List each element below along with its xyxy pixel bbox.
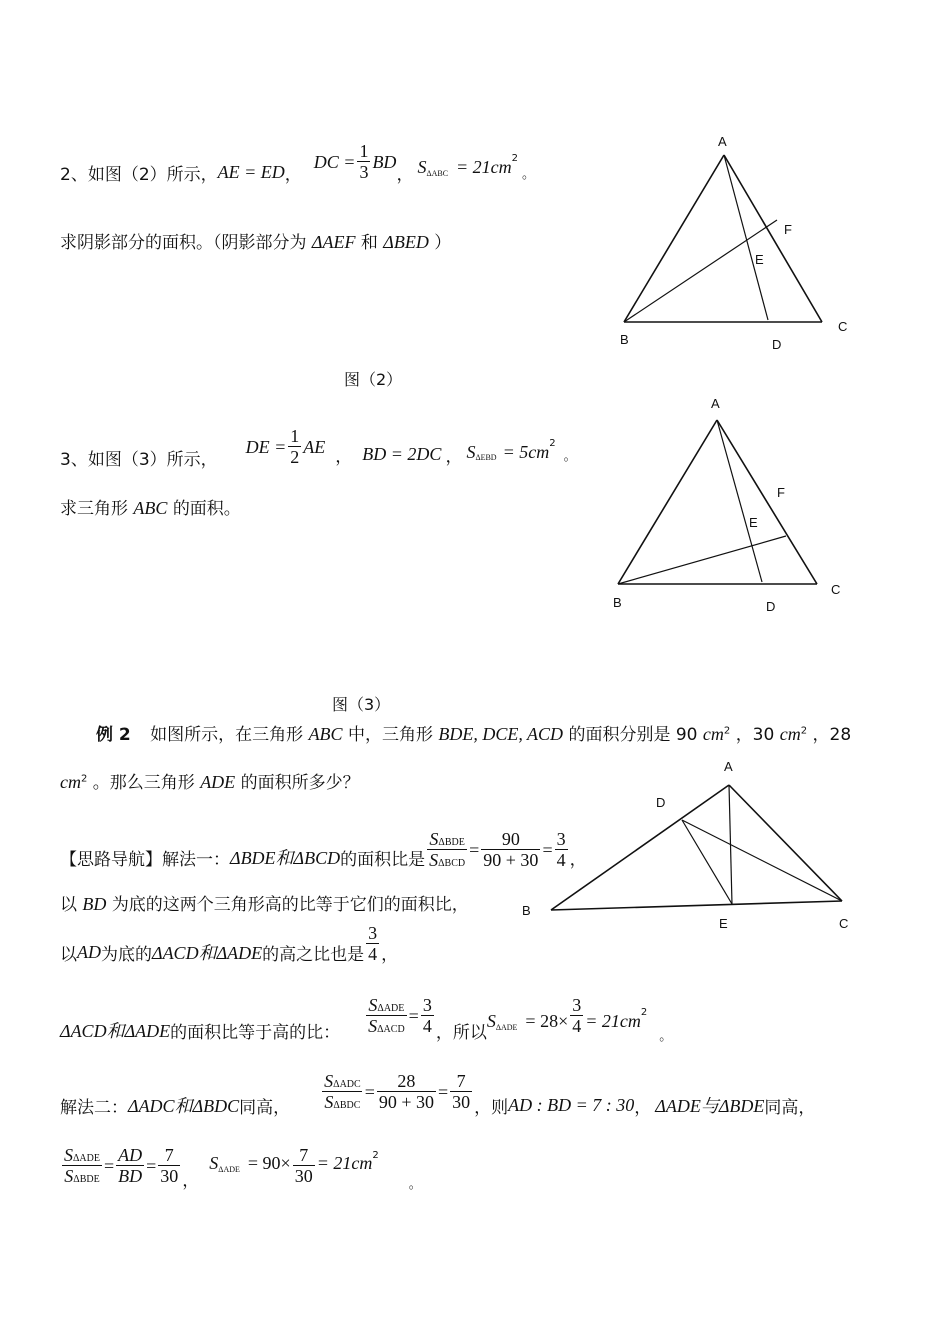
solution-title: 【思路导航】解法一：: [60, 849, 230, 870]
solution-f4-frac: [570, 996, 583, 1036]
solution-f2: [366, 924, 379, 964]
problem3-question-a: 求三角形: [60, 499, 128, 519]
example2-cm2: cm: [779, 724, 801, 744]
fig2-segment-bf: [624, 220, 777, 322]
fig3-label-a: A: [711, 396, 720, 411]
example2-line2-c: 的面积所多少？: [240, 773, 360, 793]
fig2-segment-ad: [724, 155, 768, 320]
fig2-side-ab: [624, 155, 724, 322]
fraction-denominator: 4: [572, 1016, 582, 1036]
solution-f4-a: = 28×: [525, 1010, 569, 1031]
fraction-numerator: 3: [422, 995, 432, 1016]
solution-f3-right: [421, 996, 434, 1036]
solution-f6-right: [158, 1146, 180, 1186]
solution-s1: ΔBDE和ΔBCD: [230, 848, 341, 868]
example2-text-c: 的面积分别是 90: [568, 725, 698, 745]
example2-triangles: BDE, DCE, ACD: [438, 724, 564, 744]
solution-f4-sub: ΔADE: [495, 1022, 518, 1032]
solution-f5-mid: [377, 1072, 436, 1112]
fig3-side-ab: [618, 420, 717, 584]
fig3-label-e: E: [749, 515, 758, 530]
example2-v30: ，30: [735, 725, 775, 745]
fraction-denominator: BD: [118, 1166, 143, 1186]
equals: =: [438, 1081, 449, 1102]
s-subscript: ΔBDC: [333, 1100, 361, 1111]
problem2-and: 和: [360, 233, 378, 253]
fig3-label-c: C: [831, 582, 841, 597]
fig2-label-b: B: [620, 332, 629, 347]
fraction-denominator: 4: [422, 1016, 432, 1036]
equals: =: [408, 1005, 419, 1026]
solution-s4: ΔADC和ΔBDC: [128, 1096, 240, 1116]
solution-f4-exp: 2: [640, 1006, 648, 1018]
solution-m2-title: 解法二：: [60, 1097, 128, 1118]
comma: ，: [569, 849, 587, 870]
fig4-segment-ae: [729, 785, 732, 904]
fig3-side-ac: [717, 420, 817, 584]
example2-exp1: 2: [723, 725, 731, 737]
problem2-area-exp: 2: [511, 152, 519, 164]
fraction-numerator: 7: [164, 1145, 174, 1166]
fig4-label-c: C: [839, 916, 849, 931]
problem2-line2: [60, 228, 451, 253]
problem2-shaded-tri2: ΔBED: [383, 232, 429, 252]
problem3-de-fraction: [288, 427, 301, 467]
solution-s5: ΔADE与ΔBDE: [655, 1096, 765, 1116]
fig4-segment-de: [682, 820, 732, 904]
fraction-numerator: AD: [118, 1145, 143, 1166]
solution-f3-left: [366, 996, 407, 1036]
problem2-question: 求阴影部分的面积。（阴影部分为: [60, 233, 307, 253]
solution-line4: [60, 986, 672, 1046]
problem3-de-lhs: DE =: [245, 436, 287, 457]
s-subscript: ΔBDE: [438, 837, 465, 849]
fraction-denominator: 2: [290, 447, 300, 467]
solution-f1-left: [427, 830, 467, 870]
fraction-denominator: 90 + 30: [378, 1092, 434, 1112]
fig4-label-b: B: [522, 903, 531, 918]
s-subscript: ΔADC: [333, 1079, 361, 1091]
figure-2-caption: 图（2）: [344, 370, 403, 389]
fig3-segment-ad: [717, 420, 762, 582]
solution-f1-mid: [481, 830, 540, 870]
solution-f5-right: [450, 1072, 472, 1112]
solution-same-height2: 同高，: [764, 1097, 816, 1118]
fig2-label-d: D: [772, 337, 782, 352]
problem3-bd-eq: BD = 2DC: [362, 443, 442, 464]
example2-cm1: cm: [702, 724, 724, 744]
example2-text-a: 如图所示，在三角形: [150, 725, 304, 745]
solution-f6-left: [62, 1146, 102, 1186]
s-letter: S: [429, 850, 439, 870]
s-subscript: ΔACD: [377, 1024, 405, 1035]
fraction-denominator: 30: [160, 1166, 179, 1186]
solution-f7-b: = 21cm: [316, 1152, 373, 1173]
fraction-denominator: 30: [294, 1166, 313, 1186]
figure-3-caption: 图（3）: [332, 695, 391, 714]
fig2-label-f: F: [784, 222, 792, 237]
solution-f7-s: S: [209, 1152, 219, 1173]
equals: =: [469, 839, 480, 860]
fraction-numerator: 90: [501, 829, 520, 850]
solution-line1: [60, 812, 587, 902]
fraction-denominator: 3: [359, 162, 369, 182]
fig4-segment-dc: [682, 820, 842, 901]
solution-f7-sub: ΔADE: [218, 1164, 240, 1174]
period: 。: [408, 1176, 422, 1192]
solution-s2: ΔACD和ΔADE: [152, 943, 263, 963]
solution-ad-b: 为底的: [101, 944, 152, 965]
problem3-period: 。: [563, 448, 577, 464]
solution-ad-a: 以: [60, 944, 77, 965]
problem3-line1: [60, 422, 577, 486]
problem3-de-rhs: AE: [303, 436, 326, 457]
solution-ad: AD: [77, 941, 101, 962]
solution-ratio: AD : BD = 7 : 30: [508, 1094, 635, 1115]
solution-line6: [60, 1136, 422, 1196]
solution-s1-text: 的面积比是: [340, 849, 426, 870]
example2-exp3: 2: [81, 773, 88, 785]
problem3-comma2: ，: [445, 446, 463, 467]
problem3-area-value: = 5cm: [502, 441, 550, 462]
fraction-numerator: 7: [456, 1071, 466, 1092]
solution-bd: BD: [82, 894, 107, 914]
solution-line2: [60, 890, 469, 915]
equals: =: [542, 839, 553, 860]
fraction-numerator: 1: [290, 426, 300, 447]
fraction-numerator: SΔADC: [324, 1071, 361, 1092]
fig3-label-f: F: [777, 485, 785, 500]
s-subscript: ΔADE: [73, 1153, 100, 1165]
problem2-eq-ae: AE = ED: [217, 161, 285, 182]
problem2-comma: ，: [284, 164, 302, 185]
solution-then: ，则: [474, 1097, 509, 1118]
solution-ratio-text: 的面积比等于高的比：: [170, 1022, 341, 1043]
problem2-prefix: 2、如图（2）所示，: [60, 164, 218, 185]
example2-cm3: cm: [60, 772, 81, 792]
problem2-close: ）: [434, 233, 452, 253]
solution-ad-c: 的高之比也是: [262, 944, 365, 965]
problem2-period: 。: [522, 166, 536, 182]
solution-f4-b: = 21cm: [585, 1010, 641, 1031]
fraction-numerator: 7: [299, 1145, 309, 1166]
fraction-numerator: 28: [397, 1071, 416, 1092]
fraction-numerator: 3: [556, 829, 566, 850]
fig4-label-a: A: [724, 759, 733, 774]
fig4-label-e: E: [719, 916, 728, 931]
fig4-side-bc: [551, 901, 842, 910]
fraction-numerator: 3: [572, 995, 582, 1016]
fig4-side-ac: [729, 785, 842, 901]
equals: =: [146, 1155, 157, 1176]
fig2-label-a: A: [718, 134, 727, 149]
problem2-area-s: S: [417, 156, 427, 177]
problem2-dc-rhs: BD: [372, 151, 397, 172]
solution-s3: ΔACD和ΔADE: [60, 1021, 171, 1041]
problem2-dc-lhs: DC =: [313, 151, 356, 172]
solution-f6-mid: [116, 1146, 144, 1186]
fraction-numerator: [427, 830, 466, 849]
problem3-line2: [60, 494, 241, 519]
fraction-denominator: [427, 849, 467, 870]
example2-line2-b: 。那么三角形: [92, 773, 195, 793]
example2-v28: ，28: [812, 725, 852, 745]
period: 。: [659, 1028, 673, 1044]
problem2-shaded-tri1: ΔAEF: [311, 232, 356, 252]
solution-f7-a: = 90×: [247, 1152, 291, 1173]
problem3-prefix: 3、如图（3）所示，: [60, 449, 218, 470]
fraction-denominator: SΔACD: [368, 1016, 405, 1036]
fraction-denominator: SΔBDE: [64, 1166, 100, 1186]
solution-f7-frac: [293, 1146, 315, 1186]
comma: ，: [182, 1170, 200, 1191]
fig3-label-b: B: [613, 595, 622, 610]
s-subscript: ΔBCD: [438, 858, 466, 869]
fraction-numerator: SΔADE: [64, 1145, 100, 1166]
solution-f5-left: [322, 1072, 363, 1112]
fraction-numerator: SΔADE: [368, 995, 405, 1016]
example2-exp2: 2: [800, 725, 808, 737]
solution-f4-s: S: [486, 1010, 496, 1031]
fig4-label-d: D: [656, 795, 666, 810]
example2-line2: [60, 768, 360, 793]
fig3-segment-bf: [618, 536, 786, 584]
problem2-comma2: ，: [396, 164, 414, 185]
solution-f7-exp: 2: [372, 1149, 379, 1161]
solution-line5: [60, 1060, 815, 1124]
problem2-line1: [60, 141, 536, 192]
problem3-area-exp: 2: [549, 437, 556, 449]
problem3-question-b: 的面积。: [172, 499, 241, 519]
solution-line3: [60, 914, 398, 974]
solution-same-height: 同高，: [239, 1097, 291, 1118]
problem3-area-sub: ΔEBD: [475, 452, 497, 462]
equals: =: [103, 1155, 115, 1176]
comma: ，: [381, 944, 399, 965]
s-subscript: ΔBDE: [73, 1174, 100, 1185]
problem2-dc-fraction: [357, 142, 370, 182]
example2-line1: [96, 720, 851, 745]
comma: ，: [634, 1097, 652, 1118]
fig2-label-c: C: [838, 319, 848, 334]
fig2-side-ac: [724, 155, 822, 322]
equals: =: [364, 1081, 375, 1102]
problem2-area-sub: ΔABC: [426, 168, 449, 178]
fraction-numerator: 1: [359, 141, 369, 162]
fraction-denominator: SΔBDC: [324, 1092, 361, 1112]
example2-text-b: 中，三角形: [347, 725, 433, 745]
fraction-denominator: 30: [452, 1092, 471, 1112]
problem2-area-value: = 21cm: [456, 156, 512, 177]
problem3-comma1: ，: [335, 446, 353, 467]
solution-bd-b: 为底的这两个三角形高的比等于它们的面积比，: [111, 895, 469, 915]
fig3-label-d: D: [766, 599, 776, 614]
solution-so: ，所以: [435, 1022, 487, 1043]
fig2-label-e: E: [755, 252, 764, 267]
problem3-abc: ABC: [133, 498, 168, 518]
solution-f1-right: [555, 830, 568, 870]
fraction-denominator: 90 + 30: [483, 850, 539, 870]
problem3-area-s: S: [466, 441, 476, 462]
fraction-numerator: 3: [368, 923, 378, 944]
fraction-denominator: 4: [368, 944, 378, 964]
example2-label: 例 2: [96, 725, 131, 745]
s-subscript: ΔADE: [377, 1003, 405, 1015]
s-letter: S: [429, 829, 439, 850]
example2-abc: ABC: [308, 724, 343, 744]
fraction-denominator: 4: [556, 850, 566, 870]
example2-ade: ADE: [200, 772, 236, 792]
solution-bd-a: 以: [60, 895, 77, 915]
